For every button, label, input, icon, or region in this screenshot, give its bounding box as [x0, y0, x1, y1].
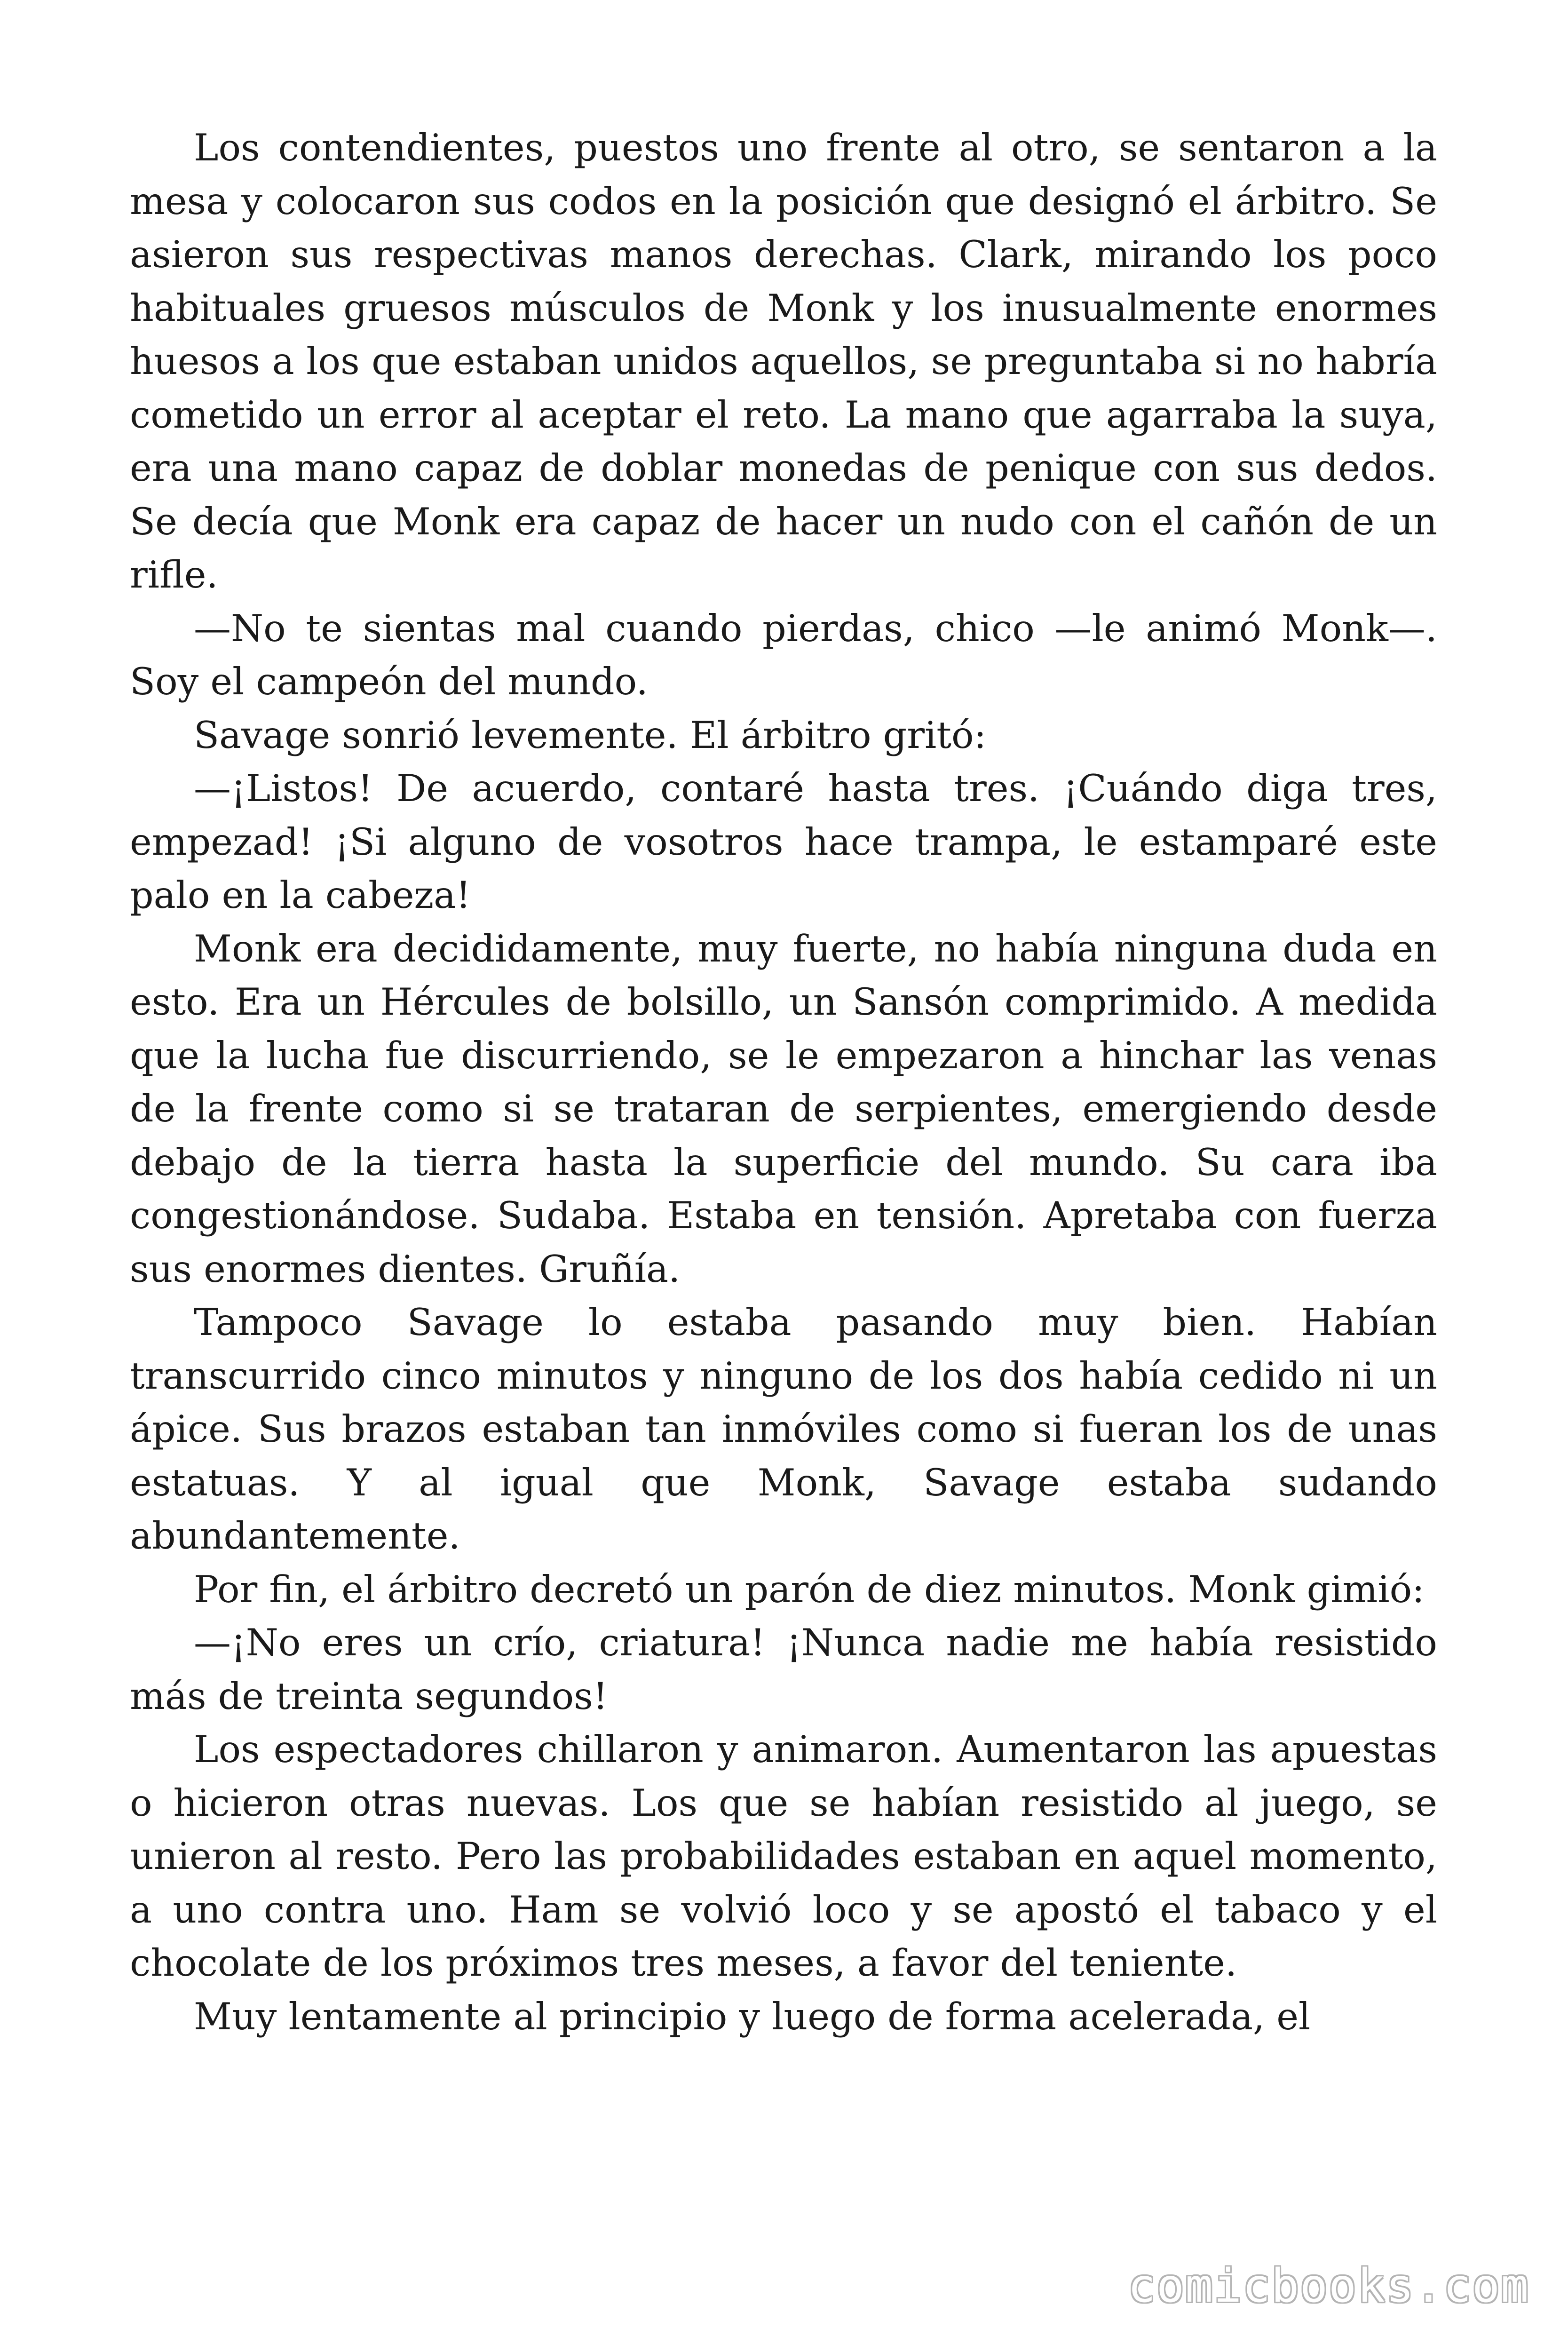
- paragraph: —¡Listos! De acuerdo, contaré hasta tres. ¡Cuándo diga tres, empezad! ¡Si alguno de vosotros hace trampa, le estamparé este palo en la cabeza!: [130, 767, 1437, 917]
- paragraph: Savage sonrió levemente. El árbitro gritó:: [194, 713, 987, 757]
- paragraph: Tampoco Savage lo estaba pasando muy bien. Habían transcurrido cinco minutos y ninguno de los dos había cedido ni un ápice. Sus brazos estaban tan inmóviles como si fueran los de unas estatuas. Y al igual que Monk, Savage estaba sudando abundantemente.: [130, 1301, 1437, 1557]
- watermark: comicbooks.com: [1127, 2259, 1529, 2313]
- paragraph: —¡No eres un crío, criatura! ¡Nunca nadie me había resistido más de treinta segundos!: [130, 1621, 1437, 1718]
- page-text: [130, 121, 1437, 2043]
- paragraph: Los espectadores chillaron y animaron. Aumentaron las apuestas o hicieron otras nuevas. Los que se habían resistido al juego, se unieron al resto. Pero las probabilidades estaban en aquel momento, a uno contra uno. Ham se volvió loco y se apostó el tabaco y el chocolate de los próximos tres meses, a favor del teniente.: [130, 1728, 1437, 1985]
- paragraph-continued: Muy lentamente al principio y luego de forma acelerada, el: [194, 1994, 1311, 2038]
- paragraph: Por fin, el árbitro decretó un parón de diez minutos. Monk gimió:: [194, 1567, 1425, 1611]
- paragraph: Los contendientes, puestos uno frente al otro, se sentaron a la mesa y colocaron sus codos en la posición que designó el árbitro. Se asieron sus respectivas manos derechas. Clark, mirando los poco habituales gruesos músculos de Monk y los inusualmente enormes huesos a los que estaban unidos aquellos, se preguntaba si no habría cometido un error al aceptar el reto. La mano que agarraba la suya, era una mano capaz de doblar monedas de penique con sus dedos. Se decía que Monk era capaz de hacer un nudo con el cañón de un rifle.: [130, 126, 1437, 596]
- paragraph: —No te sientas mal cuando pierdas, chico —le animó Monk—. Soy el campeón del mundo.: [130, 606, 1437, 703]
- paragraph: Monk era decididamente, muy fuerte, no había ninguna duda en esto. Era un Hércules de bolsillo, un Sansón comprimido. A medida que la lucha fue discurriendo, se le empezaron a hinchar las venas de la frente como si se trataran de serpientes, emergiendo desde debajo de la tierra hasta la superficie del mundo. Su cara iba congestionándose. Sudaba. Estaba en tensión. Apretaba con fuerza sus enormes dientes. Gruñía.: [130, 927, 1437, 1291]
